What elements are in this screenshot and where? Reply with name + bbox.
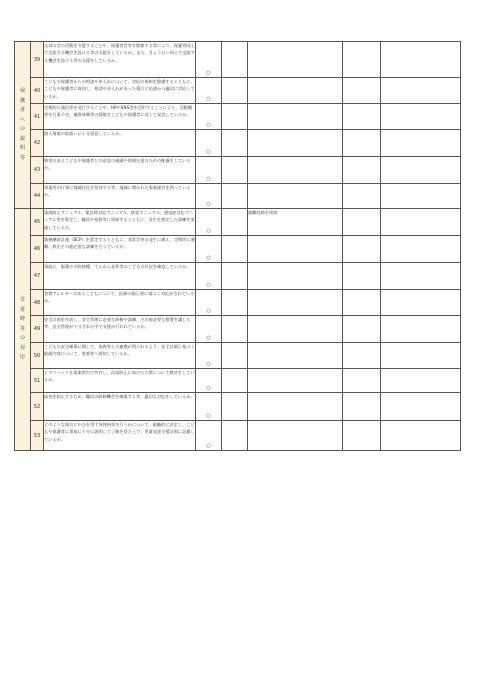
- remarks: [248, 184, 343, 209]
- check-yes: ○: [196, 343, 222, 369]
- check-yes: ○: [196, 209, 222, 236]
- extra-column-2: [381, 42, 461, 78]
- check-no: [222, 130, 248, 157]
- extra-column-2: [381, 104, 461, 130]
- remarks: [248, 130, 343, 157]
- table-row: [15, 184, 461, 209]
- check-no: [222, 236, 248, 263]
- remarks: [248, 393, 343, 421]
- table-row: [15, 316, 461, 343]
- section-label-text: 非 常 時 等 の 対 応: [19, 297, 25, 361]
- table-row: [15, 157, 461, 184]
- check-no: [222, 184, 248, 209]
- remarks: [248, 290, 343, 316]
- row-number: 49: [31, 316, 44, 343]
- check-yes: ○: [196, 290, 222, 316]
- extra-column-1: [343, 316, 381, 343]
- row-number: 46: [31, 236, 44, 263]
- question-text: 障害のあるこどもや保護者との意思の疎通や情報伝達のための配慮をしているか。: [44, 157, 196, 184]
- check-no: [222, 316, 248, 343]
- extra-column-2: [381, 157, 461, 184]
- extra-column-2: [381, 290, 461, 316]
- check-yes: ○: [196, 316, 222, 343]
- remarks: [248, 42, 343, 78]
- extra-column-1: [343, 42, 381, 78]
- remarks: 避難経路を周知: [248, 209, 343, 236]
- extra-column-2: [381, 421, 461, 451]
- table-row: [15, 78, 461, 104]
- row-number: 41: [31, 104, 44, 130]
- remarks: [248, 343, 343, 369]
- question-text: 事業所の行事に地域住民を招待する等、地域に開かれた事業運営を図っているか。: [44, 184, 196, 209]
- question-text: こどもの安全確保に関して、家族等との連携が図られるよう、安全計画に基づく取組内容について、家族等へ周知しているか。: [44, 343, 196, 369]
- remarks: [248, 78, 343, 104]
- remarks: [248, 157, 343, 184]
- extra-column-2: [381, 393, 461, 421]
- row-number: 40: [31, 78, 44, 104]
- check-no: [222, 263, 248, 290]
- question-text: 個人情報の取扱いに十分留意しているか。: [44, 130, 196, 157]
- evaluation-table: [14, 41, 461, 451]
- check-no: [222, 369, 248, 393]
- question-text: 定期的に通信等を発行することや、HPやSNS等を活用することにより、活動概要や行事予定、連絡体制等の情報をこどもや保護者に対して発信しているか。: [44, 104, 196, 130]
- remarks: [248, 369, 343, 393]
- question-text: 事故防止マニュアル、緊急時対応マニュアル、防犯マニュアル、感染症対応マニュアル等を策定し、職員や家族等に周知するとともに、発生を想定した訓練を実施しているか。: [44, 209, 196, 236]
- row-number: 51: [31, 369, 44, 393]
- remarks: [248, 316, 343, 343]
- extra-column-1: [343, 104, 381, 130]
- check-yes: ○: [196, 42, 222, 78]
- check-yes: ○: [196, 369, 222, 393]
- section-label-text: 保 護 者 へ の 説 明 等: [19, 88, 25, 161]
- check-yes: ○: [196, 104, 222, 130]
- question-text: 父母の会の活動を支援することや、保護者会等を開催する等により、保護者同士で交流する機会を設ける等の支援をしているか。また、きょうだい同士で交流する機会を設ける等の支援をしているか。: [44, 42, 196, 78]
- extra-column-1: [343, 263, 381, 290]
- extra-column-1: [343, 236, 381, 263]
- extra-column-2: [381, 130, 461, 157]
- table-row: [15, 343, 461, 369]
- extra-column-1: [343, 209, 381, 236]
- extra-column-1: [343, 157, 381, 184]
- check-no: [222, 104, 248, 130]
- remarks: [248, 421, 343, 451]
- question-text: 虐待を防止するため、職員の研修機会を確保する等、適切な対応をしているか。: [44, 393, 196, 421]
- check-no: [222, 393, 248, 421]
- row-number: 44: [31, 184, 44, 209]
- check-no: [222, 157, 248, 184]
- question-text: 食物アレルギーのあるこどもについて、医師の指示書に基づく対応がされているか。: [44, 290, 196, 316]
- check-no: [222, 78, 248, 104]
- extra-column-1: [343, 393, 381, 421]
- extra-column-1: [343, 369, 381, 393]
- extra-column-1: [343, 130, 381, 157]
- check-yes: ○: [196, 130, 222, 157]
- table-row: [15, 42, 461, 78]
- extra-column-2: [381, 78, 461, 104]
- extra-column-1: [343, 343, 381, 369]
- table-row: [15, 130, 461, 157]
- row-number: 45: [31, 209, 44, 236]
- row-number: 42: [31, 130, 44, 157]
- row-number: 47: [31, 263, 44, 290]
- row-number: 52: [31, 393, 44, 421]
- check-yes: ○: [196, 393, 222, 421]
- remarks: [248, 263, 343, 290]
- section-label-emergency: [15, 209, 31, 451]
- extra-column-1: [343, 184, 381, 209]
- extra-column-2: [381, 184, 461, 209]
- extra-column-2: [381, 209, 461, 236]
- table-row: [15, 263, 461, 290]
- row-number: 48: [31, 290, 44, 316]
- check-yes: ○: [196, 263, 222, 290]
- check-no: [222, 290, 248, 316]
- section-label-explanation: [15, 42, 31, 209]
- table-row: [15, 393, 461, 421]
- table-row: [15, 290, 461, 316]
- row-number: 53: [31, 421, 44, 451]
- remarks: [248, 104, 343, 130]
- row-number: 39: [31, 42, 44, 78]
- table-row: [15, 421, 461, 451]
- check-yes: ○: [196, 184, 222, 209]
- check-yes: ○: [196, 157, 222, 184]
- question-text: ヒヤリハットを事業所内で共有し、再発防止に向けた方策について検討をしているか。: [44, 369, 196, 393]
- question-text: 安全計画を作成し、安全管理に必要な研修や訓練、その他必要な措置を講じる等、安全管理が十分された中で支援が行われているか。: [44, 316, 196, 343]
- question-text: 業務継続計画（BCP）を策定するとともに、非常災害の発生に備え、定期的に避難、救出その他必要な訓練を行っているか。: [44, 236, 196, 263]
- check-no: [222, 42, 248, 78]
- row-number: 43: [31, 157, 44, 184]
- extra-column-1: [343, 421, 381, 451]
- extra-column-2: [381, 316, 461, 343]
- check-no: [222, 343, 248, 369]
- extra-column-2: [381, 369, 461, 393]
- row-number: 50: [31, 343, 44, 369]
- question-text: どのような場合にやむを得ず身体拘束を行うかについて、組織的に決定し、こどもや保護者に事前に十分に説明して了解を得た上で、児童発達支援計画に記載しているか。: [44, 421, 196, 451]
- extra-column-2: [381, 343, 461, 369]
- extra-column-2: [381, 236, 461, 263]
- table-row: [15, 209, 461, 236]
- extra-column-1: [343, 290, 381, 316]
- question-text: 事前に、服薬や予防接種、てんかん発作等のこどもの状況を確認しているか。: [44, 263, 196, 290]
- extra-column-2: [381, 263, 461, 290]
- check-no: [222, 209, 248, 236]
- remarks: [248, 236, 343, 263]
- check-yes: ○: [196, 421, 222, 451]
- table-row: [15, 104, 461, 130]
- table-row: [15, 236, 461, 263]
- check-yes: ○: [196, 236, 222, 263]
- table-row: [15, 369, 461, 393]
- check-yes: ○: [196, 78, 222, 104]
- question-text: こどもや保護者からの相談や申入れについて、対応の体制を整備するとともに、こどもや保護者に周知し、相談や申入れがあった場合に迅速かつ適切に対応しているか。: [44, 78, 196, 104]
- extra-column-1: [343, 78, 381, 104]
- check-no: [222, 421, 248, 451]
